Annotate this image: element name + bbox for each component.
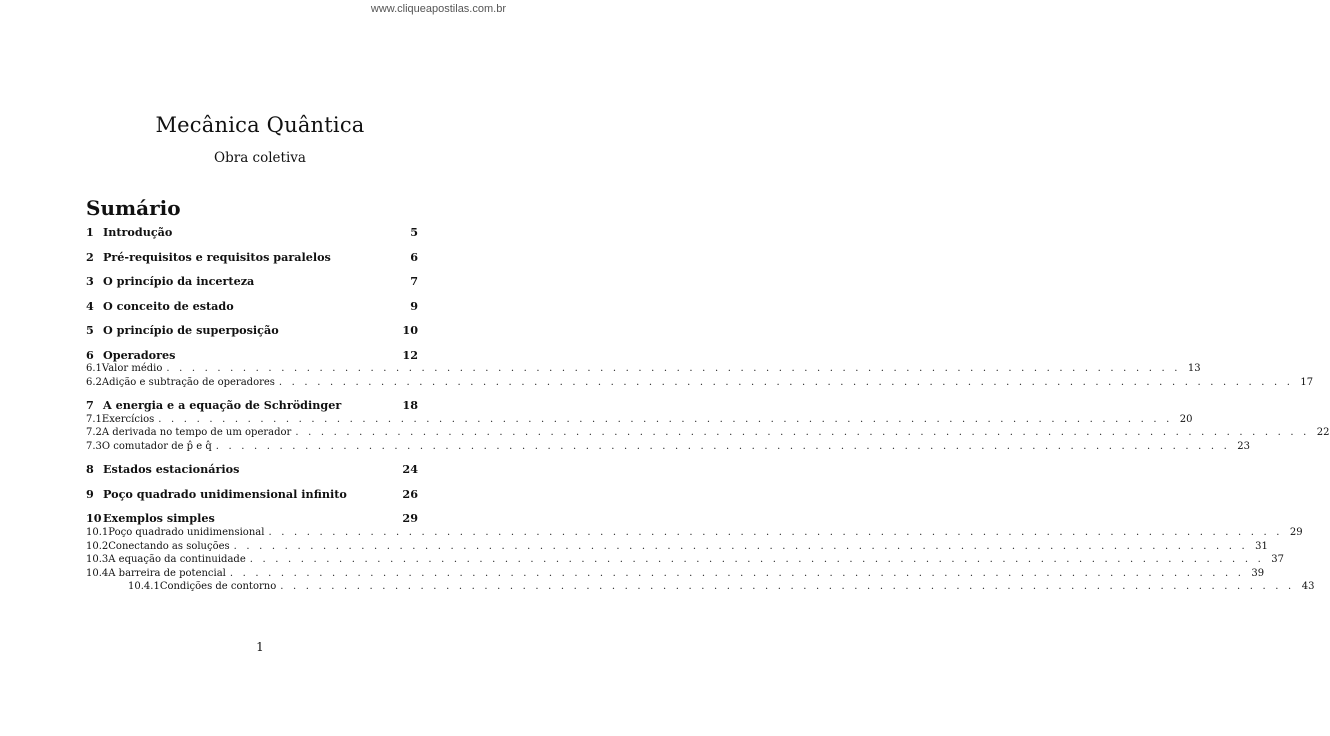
- toc-entry-title: Conectando as soluções: [108, 540, 230, 552]
- toc-leader-dots: . . . . . . . . . . . . . . . . . . . . . . . . . . . . . . . . . . . . . . . . . . . . . . . . . . . . . . . . . . . . . . . . . . . . . . . . . . . . . . . .: [249, 554, 1264, 566]
- toc-entry-number: 10.2: [86, 540, 109, 552]
- toc-entry-title: O princípio da incerteza: [103, 274, 255, 288]
- toc-entry-title: A energia e a equação de Schrödinger: [103, 398, 342, 413]
- toc-entry-title: Pré-requisitos e requisitos paralelos: [103, 249, 331, 264]
- toc-entry[interactable]: [86, 349, 418, 363]
- toc-entry-page: 26: [402, 486, 418, 501]
- toc-entry-page: 43: [1301, 581, 1315, 593]
- toc-entry-page: 29: [402, 511, 418, 526]
- toc-entry-page: 9: [410, 298, 418, 313]
- toc-entry-page: 5: [410, 225, 418, 239]
- toc-entry-page: 7: [410, 274, 418, 288]
- toc-entry-page: 10: [402, 323, 418, 337]
- toc-entry[interactable]: [86, 567, 1265, 581]
- toc-entry-number: 7.2: [86, 427, 102, 439]
- toc-entry[interactable]: [86, 426, 1330, 440]
- toc-entry-page: 31: [1255, 540, 1268, 552]
- toc-entry-page: 23: [1237, 440, 1250, 452]
- toc-entry-page: 37: [1271, 554, 1284, 566]
- toc-entry[interactable]: [86, 226, 418, 240]
- toc-entry-title: A barreira de potencial: [108, 567, 226, 579]
- toc-entry-title: Condições de contorno: [159, 581, 277, 593]
- toc-entry[interactable]: [86, 526, 1303, 540]
- toc-leader-dots: . . . . . . . . . . . . . . . . . . . . . . . . . . . . . . . . . . . . . . . . . . . . . . . . . . . . . . . . . . . . . . . . . . . . . . . . . . . . . . . .: [215, 440, 1230, 452]
- toc-heading: Sumário: [86, 196, 181, 220]
- toc-leader-dots: . . . . . . . . . . . . . . . . . . . . . . . . . . . . . . . . . . . . . . . . . . . . . . . . . . . . . . . . . . . . . . . . . . . . . . . . . . . . . . . .: [166, 363, 1181, 374]
- toc-entry-page: 20: [1179, 413, 1193, 425]
- toc-entry-title: A derivada no tempo de um operador: [101, 427, 292, 439]
- toc-entry[interactable]: [86, 399, 418, 413]
- toc-entry-number: 3: [86, 274, 94, 288]
- toc-entry[interactable]: [86, 413, 1193, 427]
- toc-entry[interactable]: [86, 376, 1314, 390]
- toc-entry-title: O princípio de superposição: [103, 323, 279, 337]
- toc-entry-title: Poço quadrado unidimensional: [108, 526, 265, 538]
- toc-entry-page: 22: [1316, 427, 1330, 439]
- toc-entry-title: Estados estacionários: [103, 462, 240, 477]
- toc-entry-number: 5: [86, 323, 94, 337]
- toc-entry-number: 7.3: [86, 440, 102, 452]
- toc-leader-dots: . . . . . . . . . . . . . . . . . . . . . . . . . . . . . . . . . . . . . . . . . . . . . . . . . . . . . . . . . . . . . . . . . . . . . . . . . . . . . . . .: [278, 376, 1294, 388]
- toc-entry-number: 7.1: [86, 413, 102, 425]
- toc-entry-title: Introdução: [103, 225, 173, 239]
- toc-entry-page: 13: [1187, 363, 1201, 374]
- document-title: Mecânica Quântica: [155, 113, 365, 137]
- toc-entry-title: Valor médio: [101, 363, 163, 374]
- toc-entry-page: 17: [1300, 376, 1314, 388]
- toc-entry-number: 7: [86, 398, 94, 413]
- toc-entry[interactable]: [86, 275, 418, 289]
- toc-entry-page: 39: [1251, 567, 1265, 579]
- toc-entry-number: 10: [86, 511, 102, 526]
- toc-leader-dots: . . . . . . . . . . . . . . . . . . . . . . . . . . . . . . . . . . . . . . . . . . . . . . . . . . . . . . . . . . . . . . . . . . . . . . . . . . . . . . . .: [280, 581, 1295, 593]
- toc-entry-title: Exemplos simples: [103, 511, 215, 526]
- toc-entry[interactable]: [86, 463, 418, 477]
- toc-entry-page: 6: [410, 249, 418, 264]
- toc-entry[interactable]: [86, 251, 418, 265]
- toc-entry[interactable]: [86, 553, 1284, 567]
- toc-entry[interactable]: [86, 324, 418, 338]
- toc-entry-number: 10.4.1: [128, 581, 160, 593]
- toc-entry-page: 12: [402, 347, 418, 362]
- toc-entry-number: 6.2: [86, 376, 102, 388]
- toc-entry-number: 8: [86, 462, 94, 477]
- toc-entry-title: Exercícios: [101, 413, 155, 425]
- toc-entry-page: 29: [1289, 526, 1303, 538]
- toc-entry-title: O conceito de estado: [103, 298, 234, 313]
- toc-entry-number: 9: [86, 486, 94, 501]
- toc-entry[interactable]: [86, 580, 1315, 594]
- toc-entry[interactable]: [86, 540, 1268, 554]
- toc-entry-number: 1: [86, 225, 94, 239]
- toc-entry[interactable]: [86, 512, 418, 526]
- toc-leader-dots: . . . . . . . . . . . . . . . . . . . . . . . . . . . . . . . . . . . . . . . . . . . . . . . . . . . . . . . . . . . . . . . . . . . . . . . . . . . . . . . .: [158, 413, 1173, 425]
- toc-entry-number: 4: [86, 298, 94, 313]
- toc-entry[interactable]: [86, 300, 418, 314]
- toc-entry-title: Adição e subtração de operadores: [101, 376, 275, 388]
- page-number: 1: [256, 640, 264, 654]
- document-subtitle: Obra coletiva: [214, 150, 306, 166]
- toc-entry-title: Poço quadrado unidimensional infinito: [103, 486, 347, 501]
- toc-leader-dots: . . . . . . . . . . . . . . . . . . . . . . . . . . . . . . . . . . . . . . . . . . . . . . . . . . . . . . . . . . . . . . . . . . . . . . . . . . . . . . . .: [233, 540, 1248, 552]
- toc-entry[interactable]: [86, 440, 1250, 454]
- toc-entry-title: Operadores: [103, 347, 176, 362]
- toc-entry-number: 2: [86, 249, 94, 264]
- toc-leader-dots: . . . . . . . . . . . . . . . . . . . . . . . . . . . . . . . . . . . . . . . . . . . . . . . . . . . . . . . . . . . . . . . . . . . . . . . . . . . . . . . .: [229, 567, 1245, 579]
- toc-entry-number: 10.4: [86, 567, 109, 579]
- table-of-contents: [86, 225, 1330, 594]
- toc-entry[interactable]: [86, 362, 1201, 376]
- toc-entry[interactable]: [86, 488, 418, 502]
- toc-entry-title: A equação da continuidade: [108, 554, 246, 566]
- toc-entry-title: O comutador de p̂ e q̂: [101, 440, 212, 452]
- toc-entry-number: 6: [86, 347, 94, 362]
- toc-leader-dots: . . . . . . . . . . . . . . . . . . . . . . . . . . . . . . . . . . . . . . . . . . . . . . . . . . . . . . . . . . . . . . . . . . . . . . . . . . . . . . . .: [268, 526, 1283, 538]
- toc-leader-dots: . . . . . . . . . . . . . . . . . . . . . . . . . . . . . . . . . . . . . . . . . . . . . . . . . . . . . . . . . . . . . . . . . . . . . . . . . . . . . . . .: [295, 427, 1310, 439]
- toc-entry-number: 6.1: [86, 363, 102, 374]
- toc-entry-page: 24: [402, 462, 418, 477]
- toc-entry-number: 10.3: [86, 554, 109, 566]
- toc-entry-page: 18: [402, 398, 418, 413]
- watermark: www.cliqueapostilas.com.br: [370, 3, 506, 15]
- toc-entry-number: 10.1: [86, 526, 109, 538]
